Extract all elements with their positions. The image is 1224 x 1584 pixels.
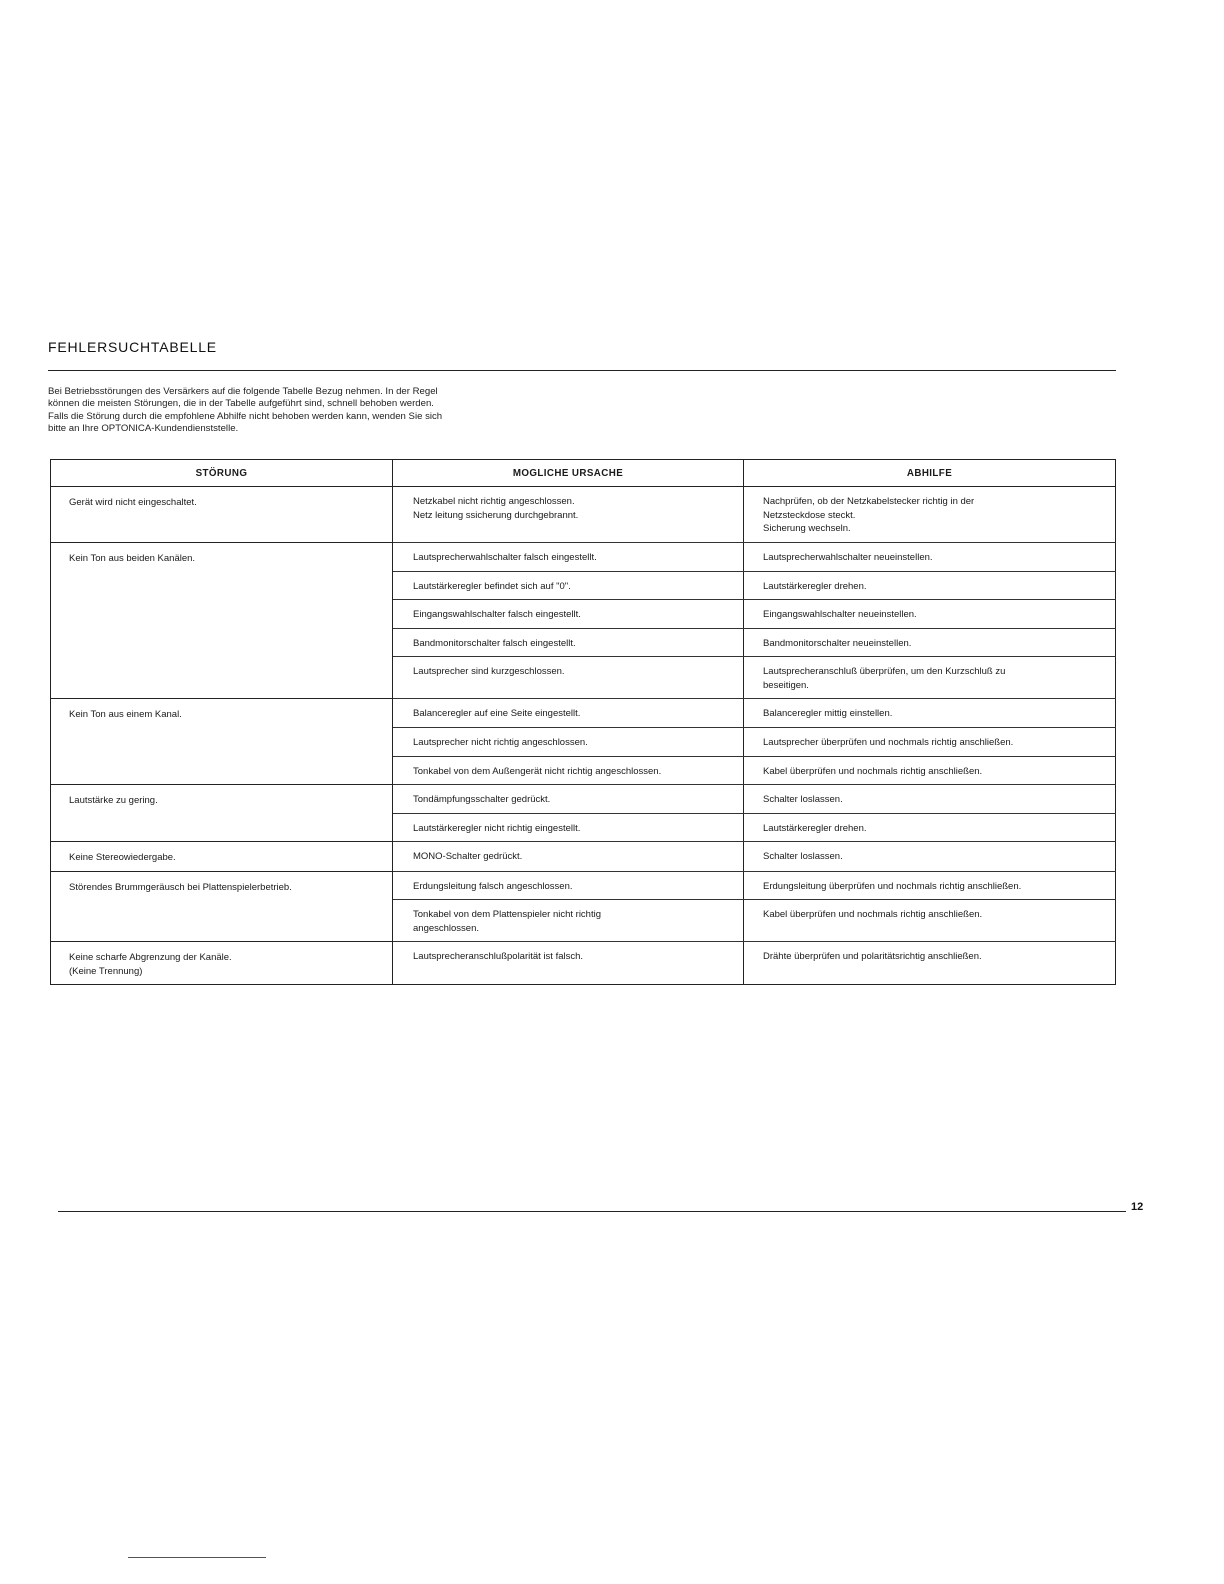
remedy-cell: Lautstärkeregler drehen. bbox=[744, 813, 1116, 842]
symptom-cell: Keine scharfe Abgrenzung der Kanäle. (Keine Trennung) bbox=[51, 942, 393, 985]
footer-divider bbox=[58, 1211, 1126, 1212]
remedy-cell: Eingangswahlschalter neueinstellen. bbox=[744, 600, 1116, 629]
cause-cell: Tonkabel von dem Plattenspieler nicht richtig angeschlossen. bbox=[393, 900, 744, 942]
remedy-cell: Erdungsleitung überprüfen und nochmals richtig anschließen. bbox=[744, 871, 1116, 900]
header-cause: MOGLICHE URSACHE bbox=[393, 460, 744, 487]
cause-cell: Lautsprecheranschlußpolarität ist falsch. bbox=[393, 942, 744, 985]
header-remedy: ABHILFE bbox=[744, 460, 1116, 487]
header-symptom: STÖRUNG bbox=[51, 460, 393, 487]
remedy-cell: Kabel überprüfen und nochmals richtig anschließen. bbox=[744, 756, 1116, 785]
cause-cell: Eingangswahlschalter falsch eingestellt. bbox=[393, 600, 744, 629]
cause-cell: Bandmonitorschalter falsch eingestellt. bbox=[393, 628, 744, 657]
title-divider bbox=[48, 370, 1116, 371]
symptom-cell: Kein Ton aus einem Kanal. bbox=[51, 699, 393, 785]
cause-cell: Lautstärkeregler nicht richtig eingestellt. bbox=[393, 813, 744, 842]
cause-cell: Lautsprecher nicht richtig angeschlossen. bbox=[393, 728, 744, 757]
table-row bbox=[51, 699, 1116, 728]
intro-line: können die meisten Störungen, die in der Tabelle aufgeführt sind, schnell behoben werden. bbox=[48, 398, 434, 410]
bottom-link-underline bbox=[128, 1557, 266, 1558]
remedy-cell: Lautstärkeregler drehen. bbox=[744, 571, 1116, 600]
symptom-cell: Lautstärke zu gering. bbox=[51, 785, 393, 842]
table-body bbox=[51, 487, 1116, 985]
page-number: 12 bbox=[1131, 1201, 1144, 1213]
table-row bbox=[51, 785, 1116, 814]
intro-paragraph bbox=[48, 386, 578, 436]
remedy-cell: Drähte überprüfen und polaritätsrichtig anschließen. bbox=[744, 942, 1116, 985]
table-header-row bbox=[51, 460, 1116, 487]
cause-cell: Lautstärkeregler befindet sich auf "0". bbox=[393, 571, 744, 600]
cause-cell: Lautsprecherwahlschalter falsch eingestellt. bbox=[393, 543, 744, 572]
cause-cell: Erdungsleitung falsch angeschlossen. bbox=[393, 871, 744, 900]
table-row bbox=[51, 487, 1116, 543]
table-row bbox=[51, 871, 1116, 900]
symptom-cell: Keine Stereowiedergabe. bbox=[51, 842, 393, 872]
remedy-cell: Bandmonitorschalter neueinstellen. bbox=[744, 628, 1116, 657]
troubleshooting-table bbox=[50, 459, 1116, 985]
intro-line: Falls die Störung durch die empfohlene Abhilfe nicht behoben werden kann, wenden Sie sich bbox=[48, 410, 443, 422]
cause-cell: Tonkabel von dem Außengerät nicht richtig angeschlossen. bbox=[393, 756, 744, 785]
cause-cell: Tondämpfungsschalter gedrückt. bbox=[393, 785, 744, 814]
symptom-cell: Störendes Brummgeräusch bei Plattenspielerbetrieb. bbox=[51, 871, 393, 942]
intro-line: bitte an Ihre OPTONICA-Kundendienststelle. bbox=[48, 423, 239, 435]
intro-line: Bei Betriebsstörungen des Versärkers auf die folgende Tabelle Bezug nehmen. In der Regel bbox=[48, 386, 438, 397]
remedy-cell: Balanceregler mittig einstellen. bbox=[744, 699, 1116, 728]
remedy-cell: Schalter loslassen. bbox=[744, 842, 1116, 872]
page-title: FEHLERSUCHTABELLE bbox=[48, 339, 217, 355]
cause-cell: Balanceregler auf eine Seite eingestellt. bbox=[393, 699, 744, 728]
remedy-cell: Lautsprecherwahlschalter neueinstellen. bbox=[744, 543, 1116, 572]
symptom-cell: Kein Ton aus beiden Kanälen. bbox=[51, 543, 393, 699]
table-row bbox=[51, 543, 1116, 572]
cause-cell: Lautsprecher sind kurzgeschlossen. bbox=[393, 657, 744, 699]
cause-cell: Netzkabel nicht richtig angeschlossen. Netz leitung ssicherung durchgebrannt. bbox=[393, 487, 744, 543]
remedy-cell: Lautsprecheranschluß überprüfen, um den Kurzschluß zu beseitigen. bbox=[744, 657, 1116, 699]
remedy-cell: Schalter loslassen. bbox=[744, 785, 1116, 814]
symptom-cell: Gerät wird nicht eingeschaltet. bbox=[51, 487, 393, 543]
remedy-cell: Nachprüfen, ob der Netzkabelstecker richtig in der Netzsteckdose steckt. Sicherung wechseln. bbox=[744, 487, 1116, 543]
table-row bbox=[51, 842, 1116, 872]
remedy-cell: Lautsprecher überprüfen und nochmals richtig anschließen. bbox=[744, 728, 1116, 757]
table-row bbox=[51, 942, 1116, 985]
cause-cell: MONO-Schalter gedrückt. bbox=[393, 842, 744, 872]
remedy-cell: Kabel überprüfen und nochmals richtig anschließen. bbox=[744, 900, 1116, 942]
